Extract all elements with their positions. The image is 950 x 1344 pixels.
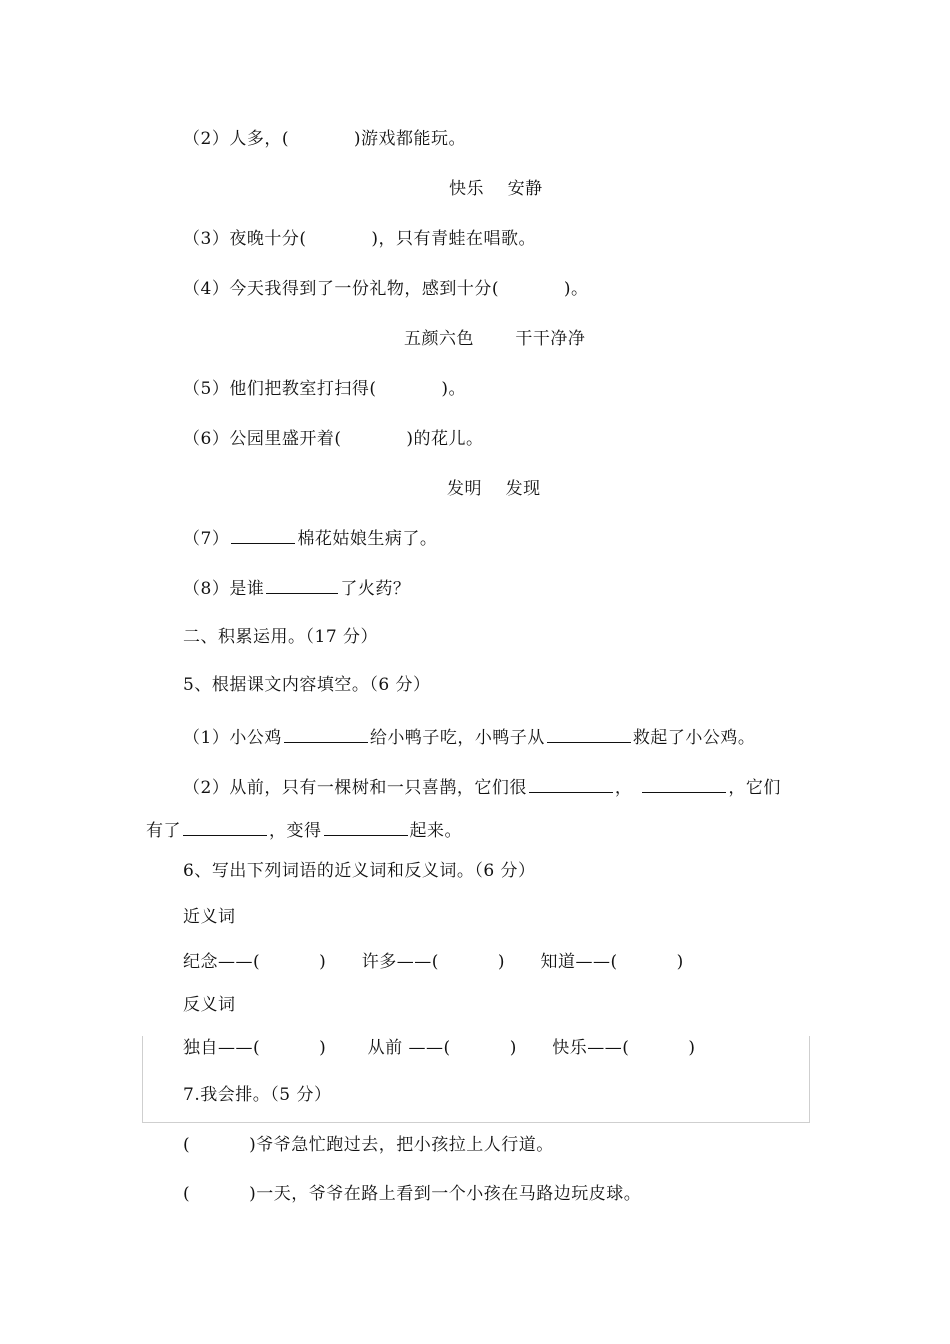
q5-1-part-b: 给小鸭子吃，小鸭子从 — [369, 728, 545, 748]
antonym-label: 反义词 — [183, 995, 236, 1015]
question-5-2-line2 — [146, 819, 462, 842]
q5-1-part-c: 救起了小公鸡。 — [632, 728, 756, 748]
q4-7-prefix: （7） — [183, 529, 230, 549]
blank-underline[interactable] — [547, 726, 631, 743]
synonym-label: 近义词 — [183, 907, 236, 927]
question-5-2-line1 — [183, 776, 781, 799]
question-6-heading: 6、写出下列词语的近义词和反义词。（6 分） — [183, 861, 536, 881]
blank-underline[interactable] — [231, 527, 295, 544]
q4-7-suffix: 棉花姑娘生病了。 — [297, 529, 438, 549]
q5-1-part-a: （1）小公鸡 — [183, 728, 282, 748]
q5-2-part-c: ，它们 — [728, 778, 781, 798]
ordering-item-b: ( )一天，爷爷在路上看到一个小孩在马路边玩皮球。 — [183, 1184, 642, 1204]
question-7-heading: 7.我会排。（5 分） — [183, 1085, 332, 1105]
q5-2-part-b: ， — [614, 778, 633, 798]
question-4-7 — [183, 527, 437, 550]
antonym-row: 独自——( ) 从前 ——( ) 快乐——( ) — [183, 1038, 696, 1058]
q5-2-part-a: （2）从前，只有一棵树和一只喜鹊，它们很 — [183, 778, 527, 798]
q5-2-part-e: ，变得 — [269, 821, 322, 841]
section-2-heading: 二、积累运用。（17 分） — [183, 627, 379, 647]
blank-underline[interactable] — [284, 726, 368, 743]
q5-2-part-f: 起来。 — [409, 821, 462, 841]
question-4-4: （4）今天我得到了一份礼物，感到十分( )。 — [183, 279, 589, 299]
question-5-1 — [183, 726, 755, 749]
question-4-6: （6）公园里盛开着( )的花儿。 — [183, 429, 484, 449]
q5-2-part-d: 有了 — [146, 821, 181, 841]
word-choices-3: 快乐 安静 — [449, 179, 543, 199]
question-5-heading: 5、根据课文内容填空。（6 分） — [183, 675, 431, 695]
blank-underline[interactable] — [642, 776, 726, 793]
q4-8-prefix: （8）是谁 — [183, 579, 265, 599]
synonym-row: 纪念——( ) 许多——( ) 知道——( ) — [183, 952, 684, 972]
question-4-2: （2）人多，( )游戏都能玩。 — [183, 129, 467, 149]
blank-underline[interactable] — [266, 577, 338, 594]
blank-underline[interactable] — [183, 819, 267, 836]
question-4-5: （5）他们把教室打扫得( )。 — [183, 379, 467, 399]
word-choices-4: 五颜六色 干干净净 — [404, 329, 586, 349]
q4-8-suffix: 了火药？ — [340, 579, 411, 599]
word-choices-5: 发明 发现 — [447, 479, 541, 499]
question-4-3: （3）夜晚十分( )，只有青蛙在唱歌。 — [183, 229, 537, 249]
blank-underline[interactable] — [324, 819, 408, 836]
question-4-8 — [183, 577, 410, 600]
blank-underline[interactable] — [529, 776, 613, 793]
ordering-item-a: ( )爷爷急忙跑过去，把小孩拉上人行道。 — [183, 1135, 554, 1155]
